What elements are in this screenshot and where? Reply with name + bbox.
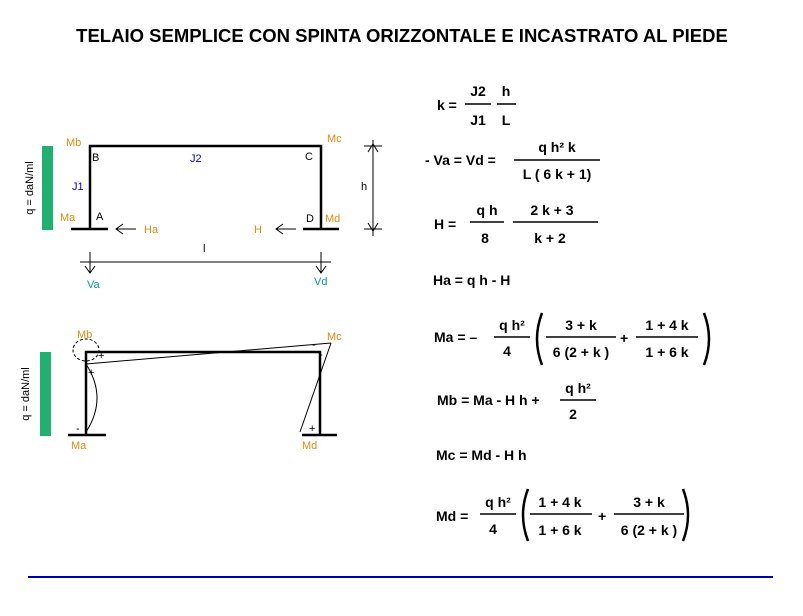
moment-mb-label: Mb <box>77 329 93 341</box>
formula-ma-lhs: Ma = – <box>434 329 478 345</box>
formula-h-num2: 2 k + 3 <box>530 202 574 218</box>
beam-moment-line <box>86 343 331 364</box>
right-column-moment-line <box>300 343 331 432</box>
formula-ma-num2: 3 + k <box>565 317 597 333</box>
frame-members <box>90 146 321 229</box>
formula-md-plus: + <box>598 508 607 524</box>
node-d-label: D <box>306 213 314 225</box>
formula-k-num2: h <box>501 83 511 99</box>
beam-inertia-label: J2 <box>190 153 202 165</box>
node-a-label: A <box>96 211 104 223</box>
mc-label: Mc <box>327 133 342 145</box>
moment-md-label: Md <box>302 440 318 452</box>
formula-md-den1: 4 <box>489 521 497 537</box>
formula-ma-num3: 1 + 4 k <box>645 317 689 333</box>
page-title: TELAIO SEMPLICE CON SPINTA ORIZZONTALE E INCASTRATO AL PIEDE <box>76 25 728 46</box>
load-label: q = daN/ml <box>24 161 36 215</box>
formula-md-paren-left <box>523 489 528 541</box>
formula-ma-den1: 4 <box>503 343 511 359</box>
moment-frame-members <box>86 352 320 435</box>
minus-sign-a: - <box>76 423 80 435</box>
ha-arrow <box>116 224 136 234</box>
formula-ma-den3: 1 + 6 k <box>645 344 689 360</box>
formula-k-lhs: k = <box>437 97 457 113</box>
formula-va-den: L ( 6 k + 1) <box>522 166 592 182</box>
formula-md-lhs: Md = <box>436 508 469 524</box>
moment-ma-label: Ma <box>71 440 87 452</box>
formula-md-num1: q h² <box>485 494 511 510</box>
formula-ma <box>434 313 709 365</box>
mb-label: Mb <box>66 137 82 149</box>
formula-md-num3: 3 + k <box>633 494 665 510</box>
formula-mb <box>437 380 596 422</box>
formula-ma-num1: q h² <box>499 317 525 333</box>
ma-label: Ma <box>60 212 76 224</box>
plus-sign-d: + <box>309 423 316 435</box>
h-arrow <box>276 224 296 234</box>
load-bar-2 <box>40 352 51 436</box>
plus-sign-column: + <box>88 367 95 379</box>
formula-h-den2: k + 2 <box>534 230 566 246</box>
formula-va <box>425 139 600 182</box>
formulas <box>425 83 709 541</box>
formula-mb-lhs: Mb = Ma - H h + <box>437 392 540 408</box>
node-b-label: B <box>92 152 100 164</box>
formula-h-den1: 8 <box>481 230 489 246</box>
minus-sign-c: - <box>312 339 316 351</box>
formula-va-num: q h² k <box>538 139 576 155</box>
ha-label: Ha <box>144 224 159 236</box>
column-inertia-label: J1 <box>72 181 84 193</box>
span-label: l <box>203 243 206 255</box>
vd-label: Vd <box>314 276 328 288</box>
formula-h-num1: q h <box>476 202 498 218</box>
formula-md <box>436 489 688 541</box>
formula-mc: Mc = Md - H h <box>436 447 527 463</box>
formula-md-num2: 1 + 4 k <box>538 494 582 510</box>
formula-ma-paren-left <box>537 313 542 365</box>
moment-diagram <box>20 329 342 452</box>
formula-va-lhs: - Va = Vd = <box>425 152 496 168</box>
formula-ma-plus: + <box>620 330 629 346</box>
md-label: Md <box>325 213 341 225</box>
formula-ma-den2: 6 (2 + k ) <box>552 344 610 360</box>
formula-ma-paren-right <box>704 313 709 365</box>
minus-sign-c2: - <box>319 349 323 361</box>
moment-mc-label: Mc <box>327 331 342 343</box>
h-label: H <box>254 224 262 236</box>
formula-md-den2: 1 + 6 k <box>538 522 582 538</box>
formula-k-den2: L <box>501 112 511 128</box>
formula-k <box>437 83 516 128</box>
frame-diagram <box>24 133 382 291</box>
height-label: h <box>361 181 368 193</box>
load-bar <box>42 146 53 230</box>
formula-mb-num: q h² <box>565 380 591 396</box>
formula-md-den3: 6 (2 + k ) <box>620 522 678 538</box>
formula-k-num1: J2 <box>470 83 486 99</box>
formula-ha: Ha = q h - H <box>433 272 511 288</box>
formula-h-lhs: H = <box>434 216 457 232</box>
formula-mb-den: 2 <box>569 406 577 422</box>
formula-h <box>434 202 598 246</box>
plus-sign-beam: + <box>98 350 105 362</box>
node-c-label: C <box>305 151 313 163</box>
formula-md-paren-right <box>683 489 688 541</box>
va-label: Va <box>87 279 100 291</box>
formula-k-den1: J1 <box>470 112 486 128</box>
load-label-2: q = daN/ml <box>20 367 32 421</box>
